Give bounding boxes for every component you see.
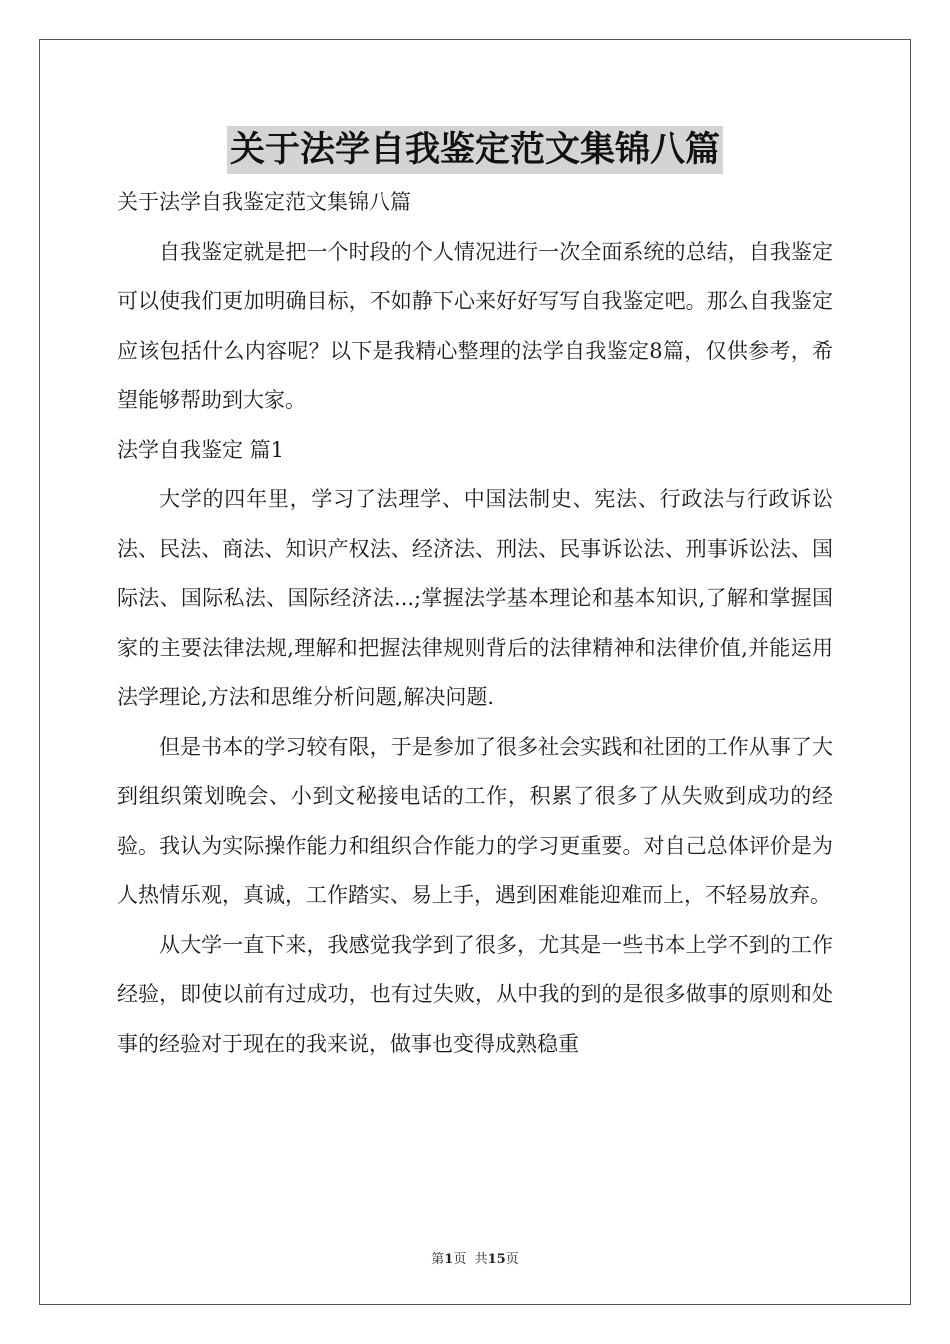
- body-paragraph: 大学的四年里，学习了法理学、中国法制史、宪法、行政法与行政诉讼法、民法、商法、知识产权法、经济法、刑法、民事诉讼法、刑事诉讼法、国际法、国际私法、国际经济法...;掌握法学基本理论和基本知识,了解和掌握国家的主要法律法规,理解和把握法律规则背后的法律精神和法律价值,并能运用法学理论,方法和思维分析问题,解决问题.: [117, 487, 833, 709]
- footer-page-mid: 页 共: [453, 1252, 488, 1267]
- footer-page-prefix: 第: [431, 1252, 445, 1267]
- section-heading: 法学自我鉴定 篇1: [117, 437, 285, 462]
- page-footer: [0, 1248, 950, 1267]
- footer-page-current: 1: [444, 1252, 454, 1267]
- body-paragraph: 从大学一直下来，我感觉我学到了很多，尤其是一些书本上学不到的工作经验，即使以前有过成功，也有过失败，从中我的到的是很多做事的原则和处事的经验对于现在的我来说，做事也变得成熟稳重: [117, 932, 833, 1056]
- body-paragraph: 但是书本的学习较有限，于是参加了很多社会实践和社团的工作从事了大到组织策划晚会、小到文秘接电话的工作，积累了很多了从失败到成功的经验。我认为实际操作能力和组织合作能力的学习更重要。对自己总体评价是为人热情乐观，真诚，工作踏实、易上手，遇到困难能迎难而上，不轻易放弃。: [117, 734, 833, 907]
- footer-page-suffix: 页: [505, 1252, 519, 1267]
- intro-paragraph: 自我鉴定就是把一个时段的个人情况进行一次全面系统的总结，自我鉴定可以使我们更加明确目标，不如静下心来好好写写自我鉴定吧。那么自我鉴定应该包括什么内容呢？以下是我精心整理的法学自我鉴定8篇，仅供参考，希望能够帮助到大家。: [117, 239, 833, 412]
- footer-page-total: 15: [487, 1252, 506, 1267]
- title-container: [0, 126, 950, 174]
- subtitle-paragraph: 关于法学自我鉴定范文集锦八篇: [117, 190, 411, 214]
- document-title: 关于法学自我鉴定范文集锦八篇: [227, 126, 723, 174]
- document-body: [117, 178, 833, 1069]
